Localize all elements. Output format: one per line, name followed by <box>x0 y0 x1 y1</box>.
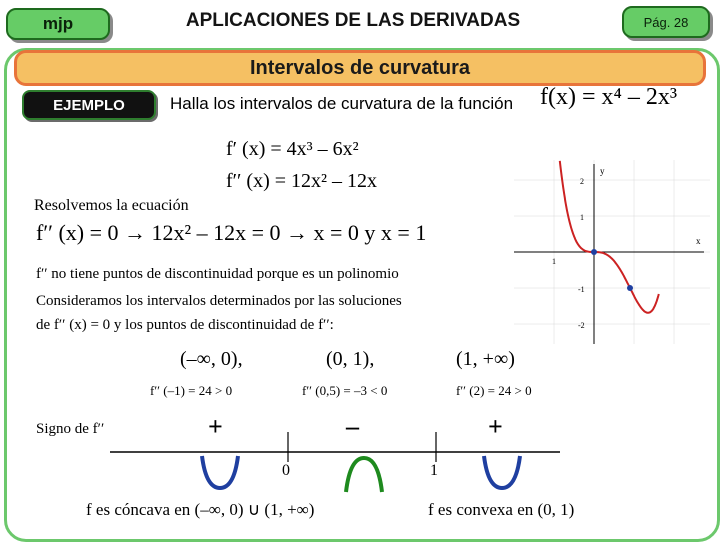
tick-label-1: 1 <box>430 462 438 479</box>
convex-conclusion: f es convexa en (0, 1) <box>428 500 575 519</box>
continuity-note: f′′ no tiene puntos de discontinuidad porque es un polinomio <box>36 266 399 282</box>
function-graph <box>514 160 710 344</box>
intervals-note-line-1: Consideramos los intervalos determinados por las soluciones <box>36 293 402 309</box>
concave-conclusion: f es cóncava en (–∞, 0) ∪ (1, +∞) <box>86 500 315 519</box>
inflection-point-1 <box>627 285 633 291</box>
sign-interval-1: + <box>208 412 223 441</box>
y-tick-minus-1: -1 <box>578 285 585 294</box>
exercise-prompt: Halla los intervalos de curvatura de la función <box>170 94 514 113</box>
x-tick-1: 1 <box>552 257 556 266</box>
logo: mjp <box>6 8 110 40</box>
tick-label-0: 0 <box>282 462 290 479</box>
y-tick-1: 1 <box>580 213 584 222</box>
interval-3: (1, +∞) <box>456 348 515 370</box>
convex-arc <box>346 458 382 492</box>
sign-interval-2: – <box>346 412 359 441</box>
sign-interval-3: + <box>488 412 503 441</box>
evaluation-2: f′′ (0,5) = –3 < 0 <box>302 383 388 398</box>
evaluation-1: f′′ (–1) = 24 > 0 <box>150 383 233 398</box>
concave-arc-1 <box>202 456 238 488</box>
page-number-badge: Pág. 28 <box>622 6 710 38</box>
x-axis-label: x <box>696 236 701 246</box>
inflection-point-0 <box>591 249 597 255</box>
example-badge: EJEMPLO <box>22 90 156 120</box>
page-title: APLICACIONES DE LAS DERIVADAS <box>185 10 521 31</box>
y-tick-minus-2: -2 <box>578 321 585 330</box>
interval-2: (0, 1), <box>326 348 375 370</box>
sign-label: Signo de f′′ <box>36 421 105 437</box>
solve-equation: f′′ (x) = 0 → 12x² – 12x = 0 → x = 0 y x = 1 <box>36 220 427 245</box>
intervals-note-line-2: de f′′ (x) = 0 y los puntos de discontinuidad de f′′: <box>36 317 334 333</box>
interval-1: (–∞, 0), <box>180 348 243 370</box>
function-expression: f(x) = x⁴ – 2x³ <box>540 84 678 110</box>
second-derivative: f′′ (x) = 12x² – 12x <box>226 170 378 192</box>
y-axis-label: y <box>600 166 605 176</box>
concave-arc-2 <box>484 456 520 488</box>
evaluation-3: f′′ (2) = 24 > 0 <box>456 383 532 398</box>
first-derivative: f′ (x) = 4x³ – 6x² <box>226 138 359 160</box>
y-tick-2: 2 <box>580 177 584 186</box>
function-curve <box>560 161 659 313</box>
section-title: Intervalos de curvatura <box>14 50 706 86</box>
solve-label: Resolvemos la ecuación <box>34 197 189 214</box>
